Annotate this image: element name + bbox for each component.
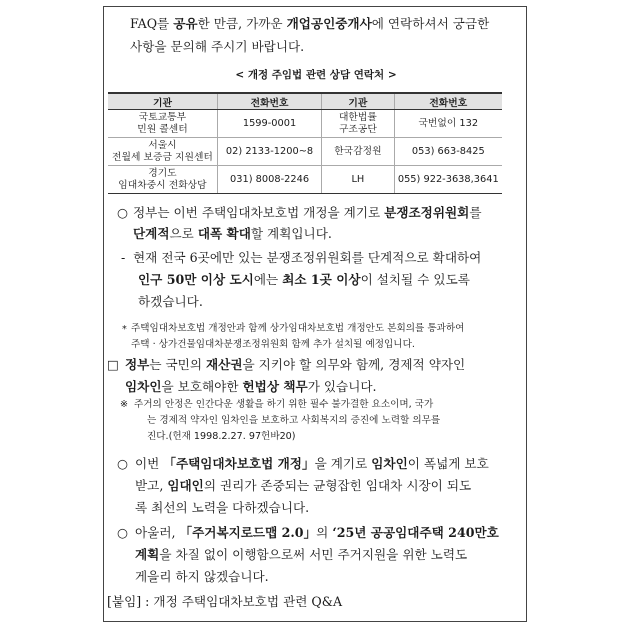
p2-line-1: 현재 전국 6곳에만 있는 분쟁조정위원회를 단계적으로 확대하여	[133, 250, 482, 265]
phone-cell: 053) 663-8425	[394, 138, 502, 166]
p3-checkbox-icon: □	[107, 357, 119, 372]
p4-line-1: 이번 「주택임대차보호법 개정」을 계기로 임차인이 폭넓게 보호	[135, 456, 489, 471]
p3-line-1: 정부는 국민의 재산권을 지키야 할 의무와 함께, 경제적 약자인	[125, 357, 466, 372]
p2-bullet: -	[121, 250, 126, 265]
p4-bullet: ○	[117, 456, 128, 471]
contacts-title: < 개정 주임법 관련 상담 연락처 >	[235, 69, 397, 81]
phone-cell: 055) 922-3638,3641	[394, 166, 502, 194]
table-row	[108, 166, 502, 194]
phone-cell: 02) 2133-1200~8	[217, 138, 321, 166]
org-cell: 서울시 전월세 보증금 지원센터	[108, 138, 217, 166]
note1-line-1: 주택임대차보호법 개정안과 함께 상가임대차보호법 개정안도 본회의를 통과하여	[131, 323, 465, 334]
p4-line-3: 록 최선의 노력을 다하겠습니다.	[135, 500, 310, 515]
header-org-2: 기관	[322, 93, 394, 110]
note2-bullet: ※	[120, 399, 129, 410]
table-row	[108, 110, 502, 138]
phone-cell: 031) 8008-2246	[217, 166, 321, 194]
p5-line-3: 게을리 하지 않겠습니다.	[135, 569, 269, 584]
note1-bullet: *	[122, 324, 127, 335]
org-cell: 한국감정원	[322, 138, 394, 166]
header-phone-2: 전화번호	[394, 93, 502, 110]
p1-line-2: 단계적으로 대폭 확대할 계획입니다.	[133, 226, 332, 241]
org-cell: 국토교통부 민원 콜센터	[108, 110, 217, 138]
p5-bullet: ○	[117, 525, 128, 540]
phone-cell: 1599-0001	[217, 110, 321, 138]
intro-line-2: 사항을 문의해 주시기 바랍니다.	[130, 39, 305, 54]
org-cell: 대한법률 구조공단	[322, 110, 394, 138]
intro-line-1: FAQ를 공유한 만큼, 가까운 개업공인중개사에 연락하셔서 궁금한	[130, 16, 490, 31]
p1-line-1: 정부는 이번 주택임대차보호법 개정을 계기로 분쟁조정위원회를	[133, 205, 482, 220]
org-cell: 경기도 임대차중시 전화상담	[108, 166, 217, 194]
p5-line-1: 아울러, 「주거복지로드맵 2.0」의 ‘25년 공공임대주택 240만호	[135, 525, 499, 540]
p1-bullet: ○	[117, 205, 128, 220]
note2-line-3: 진다.(헌재 1998.2.27. 97헌바20)	[147, 431, 296, 442]
phone-cell: 국번없이 132	[394, 110, 502, 138]
p2-line-3: 하겠습니다.	[138, 294, 203, 309]
table-row	[108, 138, 502, 166]
note2-line-1: 주거의 안정은 인간다운 생활을 하기 위한 필수 불가결한 요소이며, 국가	[134, 399, 434, 410]
attachment-note: [붙임] : 개정 주택임대차보호법 관련 Q&A	[107, 594, 343, 609]
header-phone-1: 전화번호	[217, 93, 321, 110]
note1-line-2: 주택 · 상가건물임대차분쟁조정위원회 함께 추가 설치될 예정입니다.	[131, 339, 415, 350]
p5-line-2: 계획을 차질 없이 이행함으로써 서민 주거지원을 위한 노력도	[135, 547, 468, 562]
note2-line-2: 는 경제적 약자인 임차인을 보호하고 사회복지의 증진에 노력할 의무를	[147, 415, 441, 426]
org-cell: LH	[322, 166, 394, 194]
p4-line-2: 받고, 임대인의 권리가 존중되는 균형잡힌 임대차 시장이 되도	[135, 478, 472, 493]
p3-line-2: 임차인을 보호해야한 헌법상 책무가 있습니다.	[125, 379, 377, 394]
header-org-1: 기관	[108, 93, 217, 110]
table-header-row	[108, 93, 502, 110]
p2-line-2: 인구 50만 이상 도시에는 최소 1곳 이상이 설치될 수 있도록	[138, 272, 470, 287]
contacts-table	[108, 92, 502, 194]
